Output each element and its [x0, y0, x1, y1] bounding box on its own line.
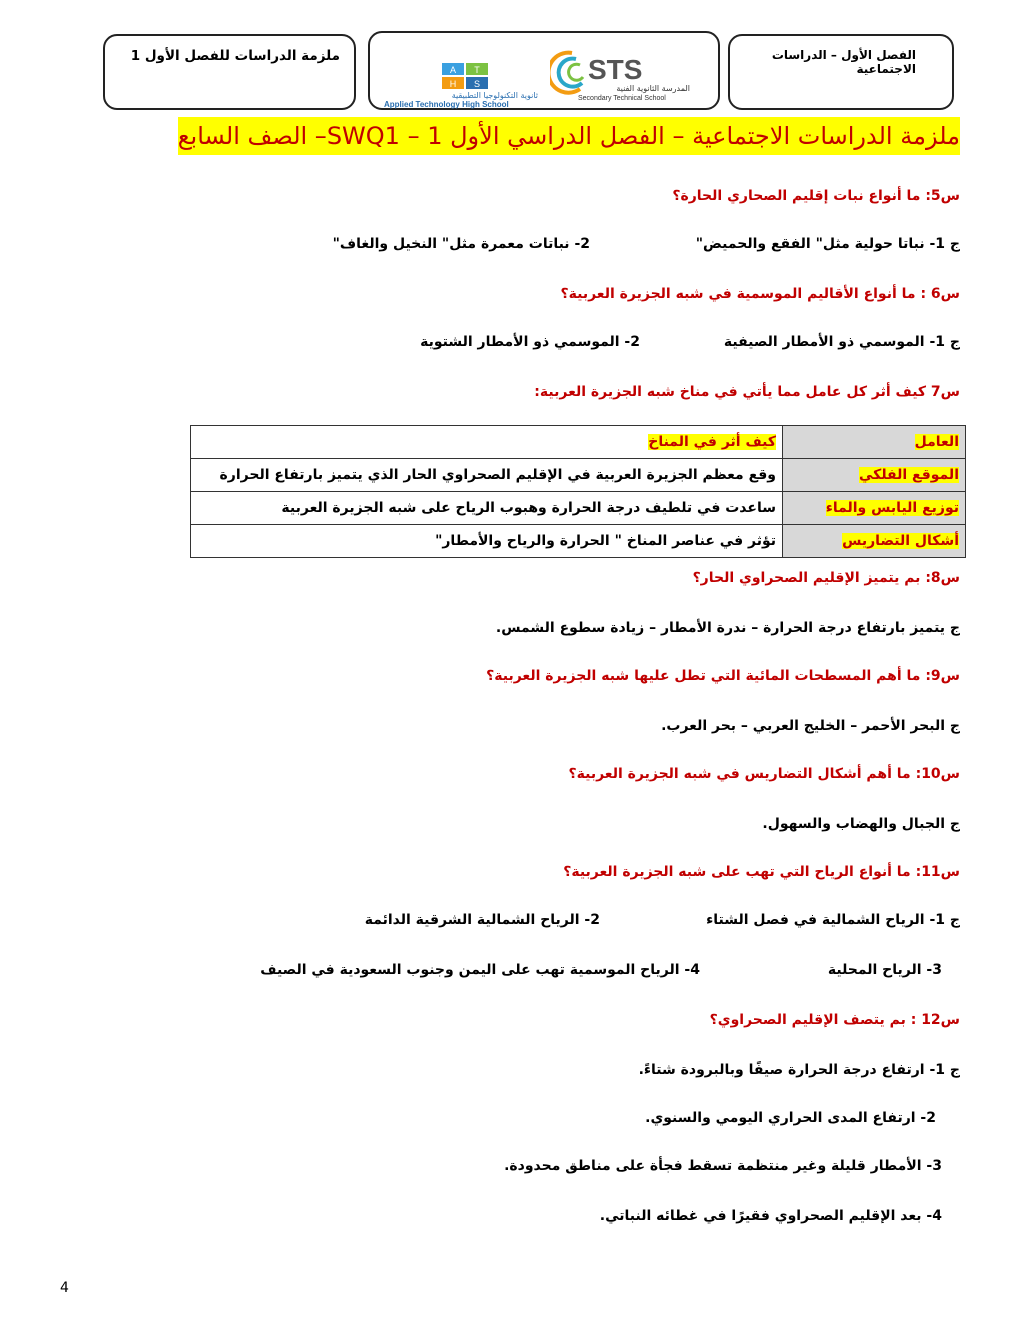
- page-banner: ملزمة الدراسات الاجتماعية – الفصل الدراسي الأول 1 – SWQ1– الصف السابع: [178, 117, 960, 155]
- sts-logo-arabic: المدرسة الثانوية الفنية: [616, 84, 690, 93]
- answer-8: ج يتميز بارتفاع درجة الحرارة – ندرة الأمطار – زيادة سطوع الشمس.: [495, 620, 960, 636]
- question-6: س6 : ما أنواع الأقاليم الموسمية في شبه الجزيرة العربية؟: [560, 286, 960, 302]
- aths-letter-t: T: [474, 65, 480, 75]
- answer-12-1: ج 1- ارتفاع درجة الحرارة صيفًا وبالبرودة شتاءً.: [638, 1062, 960, 1078]
- answer-6a: ج 1- الموسمي ذو الأمطار الصيفية: [723, 334, 960, 350]
- table-header-row: [191, 426, 966, 459]
- table-header-factor: العامل: [783, 426, 966, 459]
- answer-12-3: 3- الأمطار قليلة وغير منتظمة تسقط فجأة على مناطق محدودة.: [504, 1158, 942, 1174]
- header-title-box: [103, 34, 356, 110]
- aths-letter-s: S: [473, 79, 481, 89]
- question-12: س12 : بم يتصف الإقليم الصحراوي؟: [709, 1012, 960, 1028]
- question-11: س11: ما أنواع الرياح التي تهب على شبه الجزيرة العربية؟: [563, 864, 960, 880]
- aths-logo: [382, 43, 542, 109]
- question-10: س10: ما أهم أشكال التضاريس في شبه الجزيرة العربية؟: [568, 766, 960, 782]
- climate-factors-table: [190, 425, 966, 558]
- answer-11-3: 3- الرياح المحلية: [827, 962, 942, 978]
- answer-12-4: 4- بعد الإقليم الصحراوي فقيرًا في غطائه النباتي.: [599, 1208, 942, 1224]
- table-cell-factor: الموقع الفلكي: [783, 459, 966, 492]
- aths-logo-subtitle: Applied Technology High School: [384, 100, 509, 109]
- table-cell-effect: تؤثر في عناصر المناخ " الحرارة والرياح والأمطار": [191, 525, 783, 558]
- header-subject-box: [728, 34, 954, 110]
- question-7: س7 كيف أثر كل عامل مما يأتي في مناخ شبه الجزيرة العربية:: [534, 384, 960, 400]
- page-number: 4: [60, 1280, 69, 1296]
- sts-logo: [550, 43, 700, 103]
- aths-letter-a: A: [449, 65, 457, 75]
- sts-logo-text: STS: [588, 54, 643, 85]
- header-subject-text: الفصل الأول – الدراسات الاجتماعية: [771, 48, 916, 76]
- table-cell-factor: توزيع اليابس والماء: [783, 492, 966, 525]
- header-logos-box: [368, 31, 720, 110]
- table-cell-factor: أشكال التضاريس: [783, 525, 966, 558]
- question-5: س5: ما أنواع نبات إقليم الصحاري الحارة؟: [672, 188, 960, 204]
- sts-logo-subtitle: Secondary Technical School: [578, 95, 666, 102]
- question-8: س8: بم يتميز الإقليم الصحراوي الحار؟: [692, 570, 960, 586]
- aths-logo-arabic: ثانوية التكنولوجيا التطبيقية: [451, 91, 538, 100]
- answer-12-2: 2- ارتفاع المدى الحراري اليومي والسنوي.: [645, 1110, 936, 1126]
- table-cell-effect: ساعدت في تلطيف درجة الحرارة وهبوب الرياح على شبه الجزيرة العربية: [191, 492, 783, 525]
- header-title-text: ملزمة الدراسات للفصل الأول 1: [130, 48, 340, 64]
- answer-11-4: 4- الرياح الموسمية تهب على اليمن وجنوب السعودية في الصيف: [260, 962, 700, 978]
- aths-letter-h: H: [449, 79, 457, 89]
- table-row: [191, 492, 966, 525]
- table-row: [191, 459, 966, 492]
- question-9: س9: ما أهم المسطحات المائية التي تطل عليها شبه الجزيرة العربية؟: [486, 668, 960, 684]
- table-cell-effect: وقع معظم الجزيرة العربية في الإقليم الصحراوي الحار الذي يتميز بارتفاع الحرارة: [191, 459, 783, 492]
- answer-11-1: ج 1- الرياح الشمالية في فصل الشتاء: [706, 912, 960, 928]
- answer-5b: 2- نباتات معمرة مثل" النخيل والغاف": [332, 236, 590, 252]
- answer-11-2: 2- الرياح الشمالية الشرقية الدائمة: [364, 912, 600, 928]
- table-row: [191, 525, 966, 558]
- answer-5a: ج 1- نباتا حولية مثل" الفقع والحميض": [695, 236, 960, 252]
- answer-10: ج الجبال والهضاب والسهول.: [762, 816, 960, 832]
- answer-6b: 2- الموسمي ذو الأمطار الشتوية: [420, 334, 640, 350]
- answer-9: ج البحر الأحمر – الخليج العربي – بحر العرب.: [661, 718, 960, 734]
- table-header-effect: كيف أثر في المناخ: [191, 426, 783, 459]
